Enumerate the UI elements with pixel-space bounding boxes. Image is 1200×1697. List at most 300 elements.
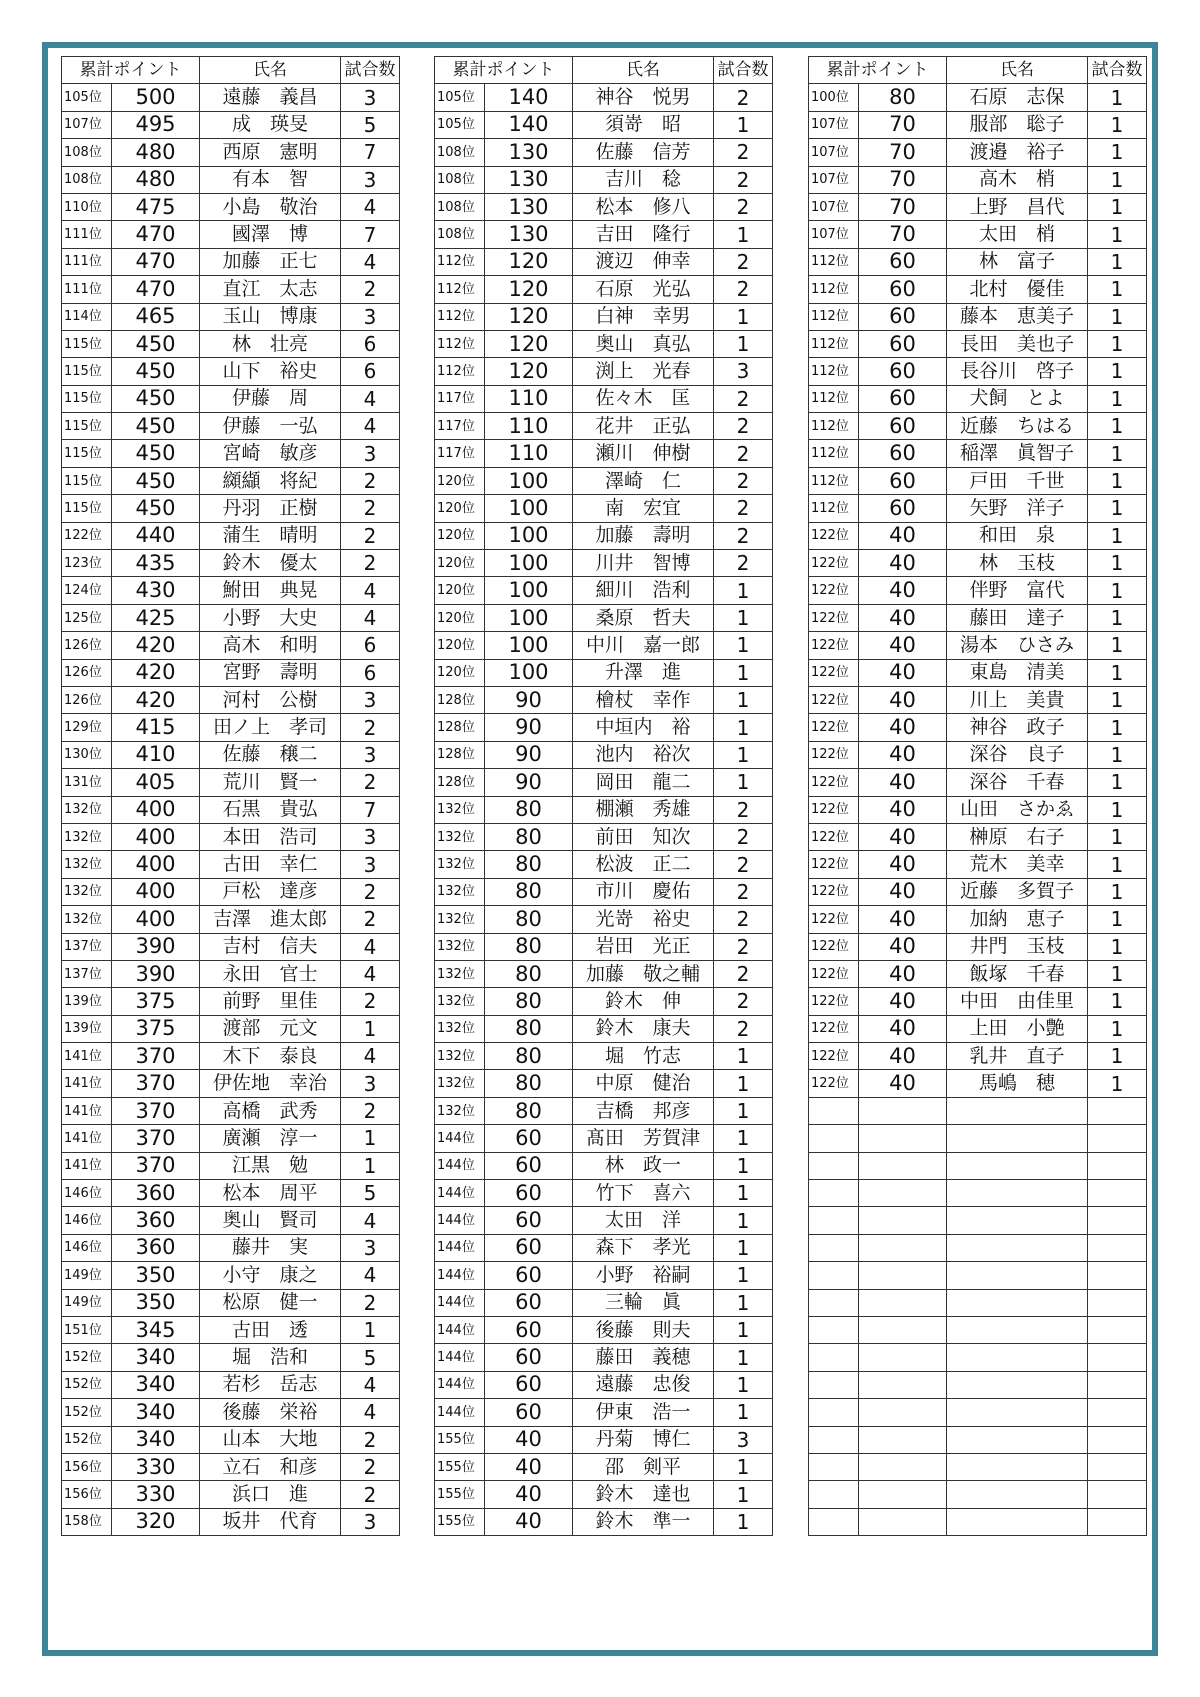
ranking-table-3	[808, 56, 1147, 1536]
rank-cell	[809, 1125, 859, 1152]
games-cell: 3	[714, 358, 773, 385]
name-cell: 升澤 進	[573, 659, 714, 686]
name-cell	[947, 1234, 1088, 1261]
points-cell: 60	[859, 330, 947, 357]
points-cell: 40	[859, 1015, 947, 1042]
games-cell	[1088, 1481, 1147, 1508]
name-cell: 山田 さかゑ	[947, 796, 1088, 823]
games-cell: 7	[341, 796, 400, 823]
points-cell: 90	[485, 769, 573, 796]
games-cell	[1088, 1125, 1147, 1152]
table-row	[62, 440, 400, 467]
points-cell: 110	[485, 385, 573, 412]
name-cell: 佐々木 匡	[573, 385, 714, 412]
name-cell: 纐纈 将紀	[200, 467, 341, 494]
games-cell: 3	[341, 440, 400, 467]
name-cell: 山下 裕史	[200, 358, 341, 385]
rank-cell: 122位	[809, 714, 859, 741]
rank-cell: 115位	[62, 413, 112, 440]
name-cell: 中垣内 裕	[573, 714, 714, 741]
table-row	[809, 823, 1147, 850]
games-cell: 2	[341, 988, 400, 1015]
points-cell: 40	[485, 1426, 573, 1453]
name-cell: 高木 梢	[947, 166, 1088, 193]
games-cell	[1088, 1316, 1147, 1343]
table-row	[809, 1125, 1147, 1152]
games-cell: 1	[1088, 632, 1147, 659]
name-cell: 東島 清美	[947, 659, 1088, 686]
name-header: 氏名	[947, 57, 1088, 84]
table-row	[435, 823, 773, 850]
rank-cell: 144位	[435, 1344, 485, 1371]
table-row	[435, 1289, 773, 1316]
name-cell	[947, 1426, 1088, 1453]
points-cell: 410	[112, 741, 200, 768]
rank-cell: 115位	[62, 467, 112, 494]
table-row	[809, 1234, 1147, 1261]
rank-cell	[809, 1180, 859, 1207]
points-cell: 80	[485, 1043, 573, 1070]
points-cell: 40	[859, 960, 947, 987]
rank-cell: 132位	[62, 851, 112, 878]
table-row	[809, 193, 1147, 220]
rank-cell: 112位	[435, 276, 485, 303]
name-cell: 加藤 正七	[200, 248, 341, 275]
games-cell: 1	[1088, 796, 1147, 823]
points-cell: 375	[112, 988, 200, 1015]
games-cell: 4	[341, 385, 400, 412]
points-cell: 60	[859, 385, 947, 412]
rank-cell: 152位	[62, 1399, 112, 1426]
games-cell: 4	[341, 1262, 400, 1289]
points-cell: 80	[485, 960, 573, 987]
rank-cell: 105位	[435, 111, 485, 138]
points-cell: 360	[112, 1234, 200, 1261]
games-header: 試合数	[1088, 57, 1147, 84]
table-row	[62, 960, 400, 987]
table-row	[435, 550, 773, 577]
name-cell: 太田 梢	[947, 221, 1088, 248]
rank-cell: 141位	[62, 1125, 112, 1152]
games-cell: 2	[714, 522, 773, 549]
points-cell: 80	[485, 906, 573, 933]
rank-cell: 107位	[809, 139, 859, 166]
rank-cell: 108位	[62, 139, 112, 166]
table-row	[62, 577, 400, 604]
games-cell: 1	[1088, 522, 1147, 549]
table-row	[435, 1015, 773, 1042]
games-cell: 7	[341, 221, 400, 248]
rank-cell: 108位	[62, 166, 112, 193]
games-cell: 1	[1088, 139, 1147, 166]
rank-cell	[809, 1371, 859, 1398]
name-cell: 後藤 栄裕	[200, 1399, 341, 1426]
table-row	[435, 933, 773, 960]
name-cell: 吉澤 進太郎	[200, 906, 341, 933]
games-cell: 1	[714, 1043, 773, 1070]
games-cell: 1	[714, 714, 773, 741]
points-cell: 450	[112, 358, 200, 385]
table-row	[62, 385, 400, 412]
rank-cell: 108位	[435, 166, 485, 193]
points-cell: 400	[112, 851, 200, 878]
name-cell: 湯本 ひさみ	[947, 632, 1088, 659]
points-cell: 40	[859, 741, 947, 768]
name-cell: 和田 泉	[947, 522, 1088, 549]
rank-cell: 112位	[809, 358, 859, 385]
rank-cell: 117位	[435, 385, 485, 412]
games-cell: 2	[714, 166, 773, 193]
games-cell: 4	[341, 1371, 400, 1398]
table-row	[435, 276, 773, 303]
points-cell	[859, 1508, 947, 1535]
name-cell: 直江 太志	[200, 276, 341, 303]
points-cell: 40	[859, 878, 947, 905]
rank-cell: 144位	[435, 1316, 485, 1343]
points-cell	[859, 1262, 947, 1289]
table-row	[809, 960, 1147, 987]
table-row	[62, 550, 400, 577]
rank-cell: 144位	[435, 1371, 485, 1398]
rank-cell: 132位	[435, 1015, 485, 1042]
rank-cell: 149位	[62, 1289, 112, 1316]
rank-cell: 156位	[62, 1481, 112, 1508]
points-cell: 40	[859, 851, 947, 878]
rank-cell: 112位	[809, 276, 859, 303]
points-cell: 340	[112, 1399, 200, 1426]
games-cell: 2	[341, 1481, 400, 1508]
table-row	[809, 906, 1147, 933]
name-cell: 長田 美也子	[947, 330, 1088, 357]
points-cell: 60	[859, 248, 947, 275]
points-cell: 500	[112, 84, 200, 111]
table-row	[62, 358, 400, 385]
games-cell: 3	[341, 166, 400, 193]
rank-cell: 115位	[62, 358, 112, 385]
games-cell: 1	[714, 659, 773, 686]
name-cell: 渡部 元文	[200, 1015, 341, 1042]
games-header: 試合数	[714, 57, 773, 84]
games-cell: 1	[714, 1289, 773, 1316]
name-cell: 北村 優佳	[947, 276, 1088, 303]
rank-cell: 132位	[62, 796, 112, 823]
rank-cell: 146位	[62, 1180, 112, 1207]
points-cell: 60	[859, 467, 947, 494]
table-row	[809, 659, 1147, 686]
table-row	[62, 686, 400, 713]
table-row	[62, 933, 400, 960]
rank-cell: 111位	[62, 276, 112, 303]
rank-cell: 122位	[62, 522, 112, 549]
rank-cell: 141位	[62, 1097, 112, 1124]
table-row	[809, 1070, 1147, 1097]
games-cell: 1	[714, 1207, 773, 1234]
name-cell: 吉田 隆行	[573, 221, 714, 248]
rank-cell: 128位	[435, 714, 485, 741]
name-cell: 松本 修八	[573, 193, 714, 220]
name-cell	[947, 1316, 1088, 1343]
table-row	[809, 1097, 1147, 1124]
games-cell: 1	[714, 632, 773, 659]
rank-cell: 120位	[435, 632, 485, 659]
points-cell: 100	[485, 632, 573, 659]
points-cell	[859, 1180, 947, 1207]
games-cell: 2	[341, 522, 400, 549]
rank-cell: 132位	[435, 933, 485, 960]
rank-cell: 122位	[809, 878, 859, 905]
rank-cell: 115位	[62, 495, 112, 522]
rank-cell: 155位	[435, 1508, 485, 1535]
name-cell: 國澤 博	[200, 221, 341, 248]
games-cell: 1	[714, 303, 773, 330]
name-cell: 鮒田 典晃	[200, 577, 341, 604]
name-cell	[947, 1152, 1088, 1179]
name-cell: 加納 恵子	[947, 906, 1088, 933]
rank-cell: 132位	[62, 878, 112, 905]
name-cell: 瀬川 伸樹	[573, 440, 714, 467]
rank-cell: 120位	[435, 577, 485, 604]
name-cell: 白神 幸男	[573, 303, 714, 330]
points-cell: 120	[485, 330, 573, 357]
games-cell: 2	[714, 467, 773, 494]
table-row	[809, 1508, 1147, 1535]
points-cell: 330	[112, 1481, 200, 1508]
games-cell: 2	[341, 1097, 400, 1124]
name-cell: 鈴木 康夫	[573, 1015, 714, 1042]
name-cell: 鈴木 伸	[573, 988, 714, 1015]
rank-cell: 122位	[809, 577, 859, 604]
name-cell: 遠藤 忠俊	[573, 1371, 714, 1398]
rank-cell: 126位	[62, 632, 112, 659]
rank-cell: 144位	[435, 1125, 485, 1152]
points-cell: 60	[485, 1399, 573, 1426]
name-cell: 竹下 喜六	[573, 1180, 714, 1207]
games-cell: 1	[1088, 330, 1147, 357]
rank-cell: 115位	[62, 440, 112, 467]
table-row	[435, 769, 773, 796]
name-cell: 伊藤 周	[200, 385, 341, 412]
points-cell: 60	[485, 1152, 573, 1179]
rank-cell: 107位	[809, 166, 859, 193]
name-cell: 石原 光弘	[573, 276, 714, 303]
table-row	[809, 1481, 1147, 1508]
table-row	[62, 1481, 400, 1508]
table-row	[435, 1207, 773, 1234]
games-cell: 4	[341, 413, 400, 440]
points-cell: 350	[112, 1262, 200, 1289]
points-cell: 80	[485, 933, 573, 960]
table-row	[809, 741, 1147, 768]
rank-cell: 132位	[435, 878, 485, 905]
table-row	[62, 330, 400, 357]
points-cell: 420	[112, 659, 200, 686]
games-cell	[1088, 1508, 1147, 1535]
rank-cell: 128位	[435, 741, 485, 768]
name-cell: 馬嶋 穂	[947, 1070, 1088, 1097]
rank-cell	[809, 1289, 859, 1316]
rank-cell	[809, 1481, 859, 1508]
games-cell: 1	[714, 741, 773, 768]
table-row	[435, 1262, 773, 1289]
points-cell: 450	[112, 440, 200, 467]
rank-cell: 156位	[62, 1453, 112, 1480]
points-cell: 40	[859, 988, 947, 1015]
name-cell: 渡辺 伸幸	[573, 248, 714, 275]
table-row	[809, 1399, 1147, 1426]
games-cell: 4	[341, 960, 400, 987]
rank-cell: 141位	[62, 1043, 112, 1070]
rank-cell: 144位	[435, 1152, 485, 1179]
rank-cell: 131位	[62, 769, 112, 796]
name-cell	[947, 1453, 1088, 1480]
points-cell: 40	[859, 577, 947, 604]
table-row	[62, 878, 400, 905]
points-cell: 100	[485, 604, 573, 631]
games-cell: 2	[714, 413, 773, 440]
points-cell	[859, 1481, 947, 1508]
rank-cell: 132位	[62, 823, 112, 850]
games-cell: 1	[714, 1180, 773, 1207]
games-cell: 1	[1088, 1070, 1147, 1097]
rank-cell: 122位	[809, 1043, 859, 1070]
points-cell: 390	[112, 933, 200, 960]
name-cell: 小守 康之	[200, 1262, 341, 1289]
points-cell: 80	[485, 851, 573, 878]
name-cell: 遠藤 義昌	[200, 84, 341, 111]
rank-cell: 112位	[435, 358, 485, 385]
name-cell: 加藤 壽明	[573, 522, 714, 549]
name-cell: 小島 敬治	[200, 193, 341, 220]
points-cell: 40	[485, 1453, 573, 1480]
games-cell: 1	[1088, 960, 1147, 987]
name-cell: 小野 大史	[200, 604, 341, 631]
header-row	[809, 57, 1147, 84]
name-cell	[947, 1289, 1088, 1316]
table-row	[435, 358, 773, 385]
name-cell: 小野 裕嗣	[573, 1262, 714, 1289]
rank-cell: 107位	[809, 111, 859, 138]
points-cell: 60	[485, 1234, 573, 1261]
name-cell: 井門 玉枝	[947, 933, 1088, 960]
rank-cell: 112位	[435, 248, 485, 275]
rank-cell: 122位	[809, 550, 859, 577]
points-cell: 40	[859, 522, 947, 549]
name-cell: 石黒 貴弘	[200, 796, 341, 823]
rank-cell: 112位	[809, 413, 859, 440]
rank-cell: 122位	[809, 1070, 859, 1097]
name-cell: 近藤 ちはる	[947, 413, 1088, 440]
table-row	[435, 1097, 773, 1124]
rank-cell: 132位	[435, 960, 485, 987]
table-row	[809, 413, 1147, 440]
points-cell: 450	[112, 495, 200, 522]
games-cell: 2	[341, 906, 400, 933]
table-row	[435, 467, 773, 494]
points-cell: 80	[485, 823, 573, 850]
points-cell	[859, 1097, 947, 1124]
table-row	[809, 604, 1147, 631]
table-row	[435, 330, 773, 357]
name-cell: 有本 智	[200, 166, 341, 193]
name-cell	[947, 1508, 1088, 1535]
rank-cell: 155位	[435, 1453, 485, 1480]
name-cell: 伊佐地 幸治	[200, 1070, 341, 1097]
table-row	[435, 1043, 773, 1070]
games-cell: 2	[714, 906, 773, 933]
rank-cell: 126位	[62, 686, 112, 713]
name-cell: 堀 浩和	[200, 1344, 341, 1371]
rank-cell: 125位	[62, 604, 112, 631]
name-cell: 立石 和彦	[200, 1453, 341, 1480]
name-cell: 檜杖 幸作	[573, 686, 714, 713]
rank-cell: 122位	[809, 796, 859, 823]
name-cell: 森下 孝光	[573, 1234, 714, 1261]
name-cell: 古田 透	[200, 1316, 341, 1343]
rank-cell: 132位	[435, 1070, 485, 1097]
points-cell: 90	[485, 741, 573, 768]
points-cell: 400	[112, 878, 200, 905]
rank-cell	[809, 1207, 859, 1234]
table-row	[435, 988, 773, 1015]
name-cell: 宮崎 敏彦	[200, 440, 341, 467]
rank-cell: 122位	[809, 933, 859, 960]
name-cell: 三輪 眞	[573, 1289, 714, 1316]
points-cell: 370	[112, 1125, 200, 1152]
games-cell: 3	[341, 686, 400, 713]
points-cell: 400	[112, 823, 200, 850]
table-row	[435, 1399, 773, 1426]
rank-cell: 144位	[435, 1234, 485, 1261]
points-cell	[859, 1125, 947, 1152]
table-row	[435, 741, 773, 768]
rank-cell: 132位	[435, 906, 485, 933]
name-cell: 奥山 賢司	[200, 1207, 341, 1234]
games-cell: 1	[1088, 303, 1147, 330]
points-cell: 120	[485, 303, 573, 330]
points-cell: 100	[485, 467, 573, 494]
games-cell: 4	[341, 1207, 400, 1234]
games-cell: 1	[1088, 166, 1147, 193]
table-row	[809, 467, 1147, 494]
points-cell: 90	[485, 686, 573, 713]
name-cell: 丹菊 博仁	[573, 1426, 714, 1453]
table-row	[809, 330, 1147, 357]
rank-cell: 141位	[62, 1070, 112, 1097]
points-cell: 60	[485, 1125, 573, 1152]
games-cell: 6	[341, 358, 400, 385]
name-cell: 後藤 則夫	[573, 1316, 714, 1343]
points-cell: 40	[859, 632, 947, 659]
points-cell: 470	[112, 248, 200, 275]
rank-cell: 132位	[435, 851, 485, 878]
points-cell	[859, 1399, 947, 1426]
table-row	[809, 686, 1147, 713]
games-cell: 2	[341, 878, 400, 905]
points-cell: 450	[112, 413, 200, 440]
table-row	[62, 1426, 400, 1453]
table-row	[809, 1180, 1147, 1207]
table-row	[62, 1316, 400, 1343]
name-cell: 西原 憲明	[200, 139, 341, 166]
rank-cell: 129位	[62, 714, 112, 741]
games-cell	[1088, 1180, 1147, 1207]
games-cell: 1	[714, 1097, 773, 1124]
rank-cell: 144位	[435, 1180, 485, 1207]
rank-cell: 122位	[809, 741, 859, 768]
name-cell: 前田 知次	[573, 823, 714, 850]
games-cell: 1	[714, 1262, 773, 1289]
name-cell: 澤崎 仁	[573, 467, 714, 494]
